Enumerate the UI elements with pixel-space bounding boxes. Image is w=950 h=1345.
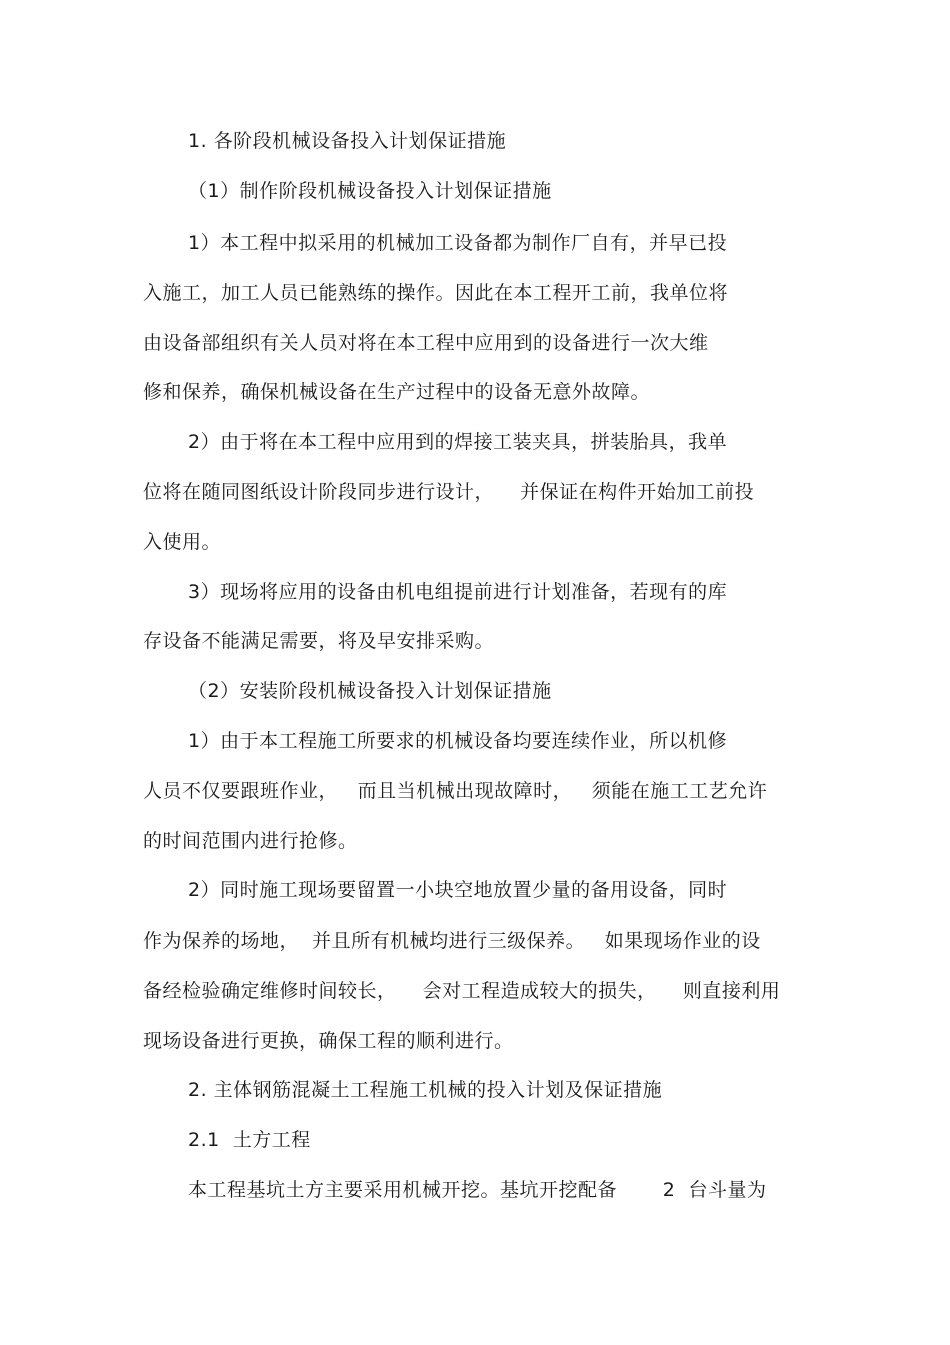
subsection-heading-1: （1）制作阶段机械设备投入计划保证措施 (188, 180, 552, 202)
paragraph-line: 修和保养，确保机械设备在生产过程中的设备无意外故障。 (143, 381, 651, 403)
paragraph-line: 的时间范围内进行抢修。 (143, 830, 358, 852)
paragraph-line: 本工程基坑土方主要采用机械开挖。基坑开挖配备 2 台斗量为 (188, 1179, 767, 1201)
paragraph-line: 2）由于将在本工程中应用到的焊接工装夹具，拼装胎具，我单 (188, 431, 728, 453)
section-heading-2: 2. 主体钢筋混凝土工程施工机械的投入计划及保证措施 (188, 1079, 663, 1101)
paragraph-line: 现场设备进行更换，确保工程的顺利进行。 (143, 1030, 514, 1052)
paragraph-line: 3）现场将应用的设备由机电组提前进行计划准备，若现有的库 (188, 581, 728, 603)
paragraph-line: 入使用。 (143, 531, 222, 553)
paragraph-line: 人员不仅要跟班作业， 而且当机械出现故障时， 须能在施工工艺允许 (143, 780, 768, 802)
paragraph-line: 2）同时施工现场要留置一小块空地放置少量的备用设备，同时 (188, 879, 728, 901)
paragraph-line: 作为保养的场地， 并且所有机械均进行三级保养。 如果现场作业的设 (143, 930, 761, 952)
paragraph-line: 入施工，加工人员已能熟练的操作。因此在本工程开工前，我单位将 (143, 282, 729, 304)
subsection-heading-2-1: 2.1 土方工程 (188, 1129, 311, 1151)
paragraph-line: 位将在随同图纸设计阶段同步进行设计， 并保证在构件开始加工前投 (143, 481, 755, 503)
subsection-heading-2: （2）安装阶段机械设备投入计划保证措施 (188, 680, 552, 702)
section-heading-1: 1. 各阶段机械设备投入计划保证措施 (188, 130, 507, 152)
paragraph-line: 1）由于本工程施工所要求的机械设备均要连续作业，所以机修 (188, 730, 728, 752)
paragraph-line: 存设备不能满足需要，将及早安排采购。 (143, 630, 495, 652)
paragraph-line: 1）本工程中拟采用的机械加工设备都为制作厂自有，并早已投 (188, 232, 728, 254)
paragraph-line: 备经检验确定维修时间较长， 会对工程造成较大的损失， 则直接利用 (143, 980, 781, 1002)
paragraph-line: 由设备部组织有关人员对将在本工程中应用到的设备进行一次大维 (143, 332, 709, 354)
